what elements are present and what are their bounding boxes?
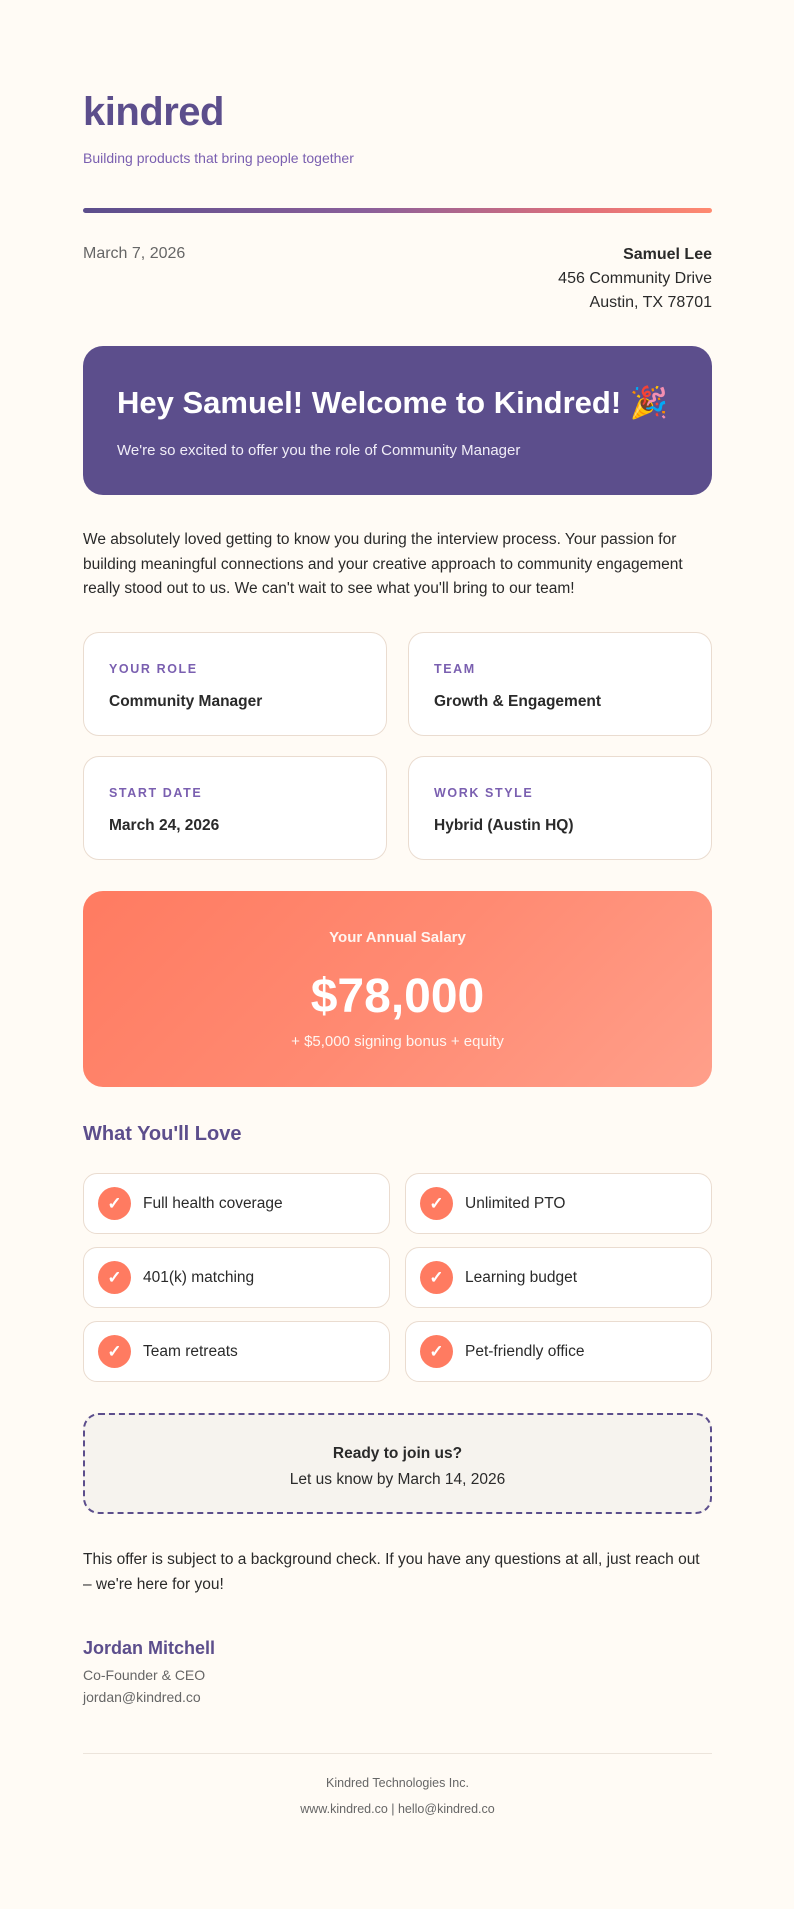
detail-label: WORK STYLE [434,786,534,800]
recipient-city: Austin, TX 78701 [589,294,712,311]
signer-title: Co-Founder & CEO [83,1667,206,1683]
check-icon: ✓ [420,1261,453,1294]
detail-value: Community Manager [109,693,263,710]
perk-label: Full health coverage [143,1195,283,1212]
perk-item [405,1247,712,1308]
detail-card-start-date [83,756,387,860]
header-divider [83,208,712,213]
letter-date: March 7, 2026 [83,245,186,262]
perk-label: Learning budget [465,1269,578,1286]
perk-item [405,1321,712,1382]
check-icon: ✓ [420,1187,453,1220]
detail-card-role [83,632,387,736]
company-logo: kindred [83,90,224,134]
perk-label: 401(k) matching [143,1269,255,1286]
detail-value: March 24, 2026 [109,817,220,834]
perk-label: Unlimited PTO [465,1195,566,1212]
detail-card-team [408,632,712,736]
response-deadline-box [83,1413,712,1514]
salary-label: Your Annual Salary [329,929,466,946]
recipient-address [558,243,712,315]
perk-item [83,1247,390,1308]
signer-email: jordan@kindred.co [83,1689,201,1705]
check-icon: ✓ [420,1335,453,1368]
welcome-title: Hey Samuel! Welcome to Kindred! 🎉 [117,385,669,420]
recipient-street: 456 Community Drive [558,270,712,287]
perk-item [83,1173,390,1234]
welcome-subtitle: We're so excited to offer you the role of Community Manager [117,442,521,459]
footer-company: Kindred Technologies Inc. [326,1776,469,1790]
perk-label: Pet-friendly office [465,1343,585,1360]
closing-paragraph: This offer is subject to a background check. If you have any questions at all, just reach out – we're here for you! [83,1551,700,1593]
detail-card-work-style [408,756,712,860]
intro-paragraph: We absolutely loved getting to know you during the interview process. Your passion for building meaningful connections and your creative approach to community engagement really stood out to us. We can't wait to see what you'll bring to our team! [83,531,683,597]
footer-divider [83,1753,712,1754]
welcome-banner [83,346,712,495]
salary-card [83,891,712,1087]
recipient-name: Samuel Lee [623,246,712,263]
detail-value: Growth & Engagement [434,693,602,710]
company-tagline: Building products that bring people together [83,150,354,166]
footer-contact: www.kindred.co | hello@kindred.co [300,1802,495,1816]
cta-title: Ready to join us? [332,1445,463,1462]
perk-item [83,1321,390,1382]
check-icon: ✓ [98,1187,131,1220]
cta-deadline: Let us know by March 14, 2026 [289,1471,506,1488]
detail-label: TEAM [434,662,476,676]
perk-item [405,1173,712,1234]
perk-label: Team retreats [143,1343,238,1360]
perks-heading: What You'll Love [83,1123,242,1145]
check-icon: ✓ [98,1261,131,1294]
detail-label: START DATE [109,786,203,800]
signer-name: Jordan Mitchell [83,1638,216,1658]
salary-note: + $5,000 signing bonus + equity [291,1033,504,1050]
detail-label: YOUR ROLE [109,662,198,676]
check-icon: ✓ [98,1335,131,1368]
detail-value: Hybrid (Austin HQ) [434,817,574,834]
salary-amount: $78,000 [310,970,485,1023]
